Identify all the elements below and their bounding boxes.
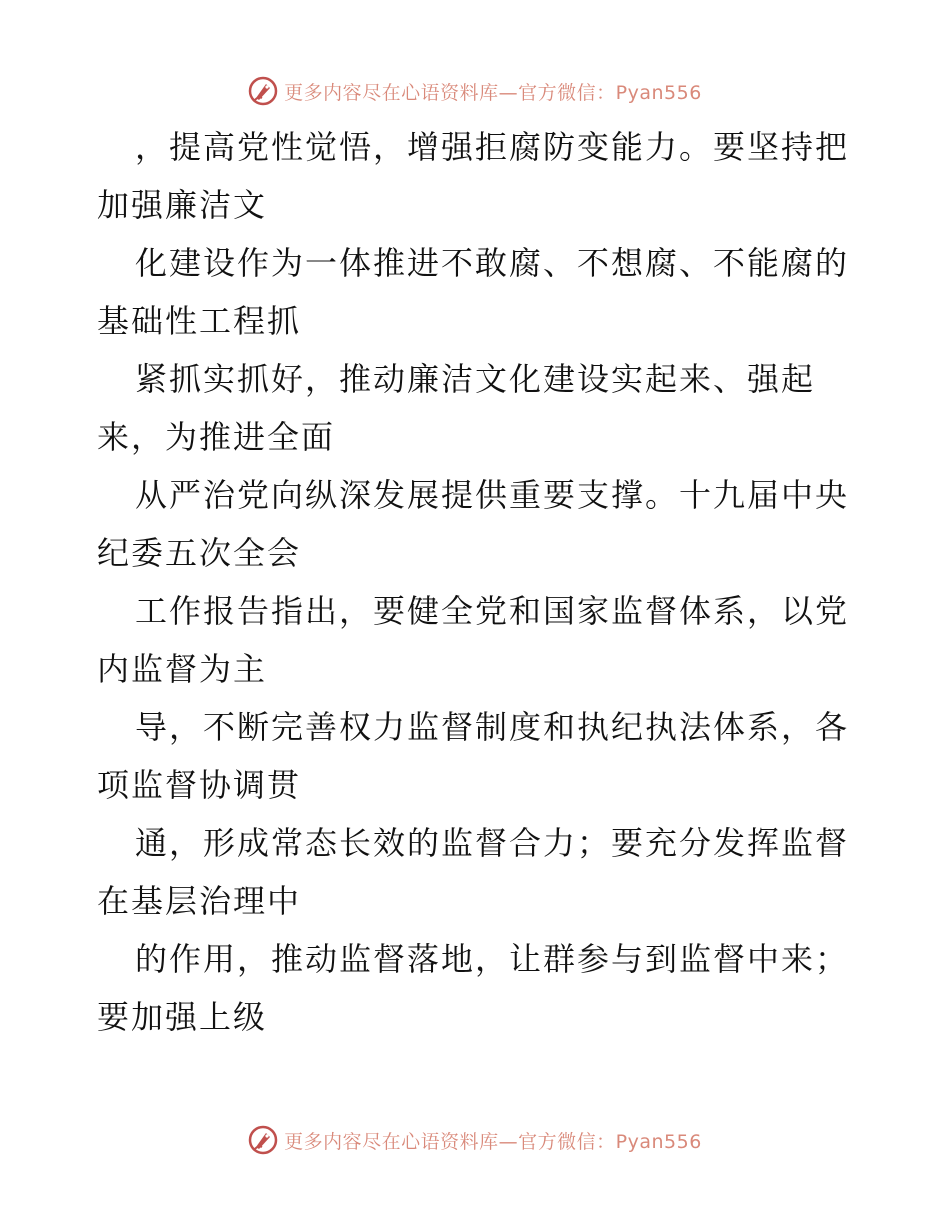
paragraph-line: 基础性工程抓 <box>97 302 302 340</box>
paragraph <box>97 698 857 814</box>
pen-nib-logo-icon <box>248 1125 278 1155</box>
paragraph <box>97 234 857 350</box>
paragraph-line: 内监督为主 <box>97 650 268 688</box>
paragraph-line: 要加强上级 <box>97 998 268 1036</box>
paragraph <box>97 466 857 582</box>
paragraph-line: 通，形成常态长效的监督合力；要充分发挥监督 <box>135 824 850 862</box>
paragraph-line: 加强廉洁文 <box>97 186 268 224</box>
paragraph-line: 在基层治理中 <box>97 882 302 920</box>
paragraph-line: 导，不断完善权力监督制度和执纪执法体系，各 <box>135 708 850 746</box>
paragraph-line: 的作用，推动监督落地，让群参与到监督中来； <box>135 940 850 978</box>
paragraph-line: 项监督协调贯 <box>97 766 302 804</box>
header-banner <box>0 71 950 111</box>
paragraph <box>97 930 857 1046</box>
footer-banner <box>0 1120 950 1160</box>
paragraph <box>97 582 857 698</box>
paragraph <box>97 350 857 466</box>
paragraph-line: 来，为推进全面 <box>97 418 336 456</box>
pen-nib-logo-icon <box>248 76 278 106</box>
paragraph-line: 纪委五次全会 <box>97 534 302 572</box>
header-banner-text: 更多内容尽在心语资料库—官方微信：Pyan556 <box>284 81 702 104</box>
paragraph <box>97 814 857 930</box>
paragraph-line: 工作报告指出，要健全党和国家监督体系，以党 <box>135 592 850 630</box>
paragraph-line: 化建设作为一体推进不敢腐、不想腐、不能腐的 <box>135 244 850 282</box>
footer-banner-text: 更多内容尽在心语资料库—官方微信：Pyan556 <box>284 1130 702 1153</box>
document-body <box>97 118 857 1046</box>
paragraph-line: 从严治党向纵深发展提供重要支撑。十九届中央 <box>135 476 850 514</box>
paragraph <box>97 118 857 234</box>
paragraph-line: ，提高党性觉悟，增强拒腐防变能力。要坚持把 <box>135 128 850 166</box>
paragraph-line: 紧抓实抓好，推动廉洁文化建设实起来、强起 <box>135 360 816 398</box>
